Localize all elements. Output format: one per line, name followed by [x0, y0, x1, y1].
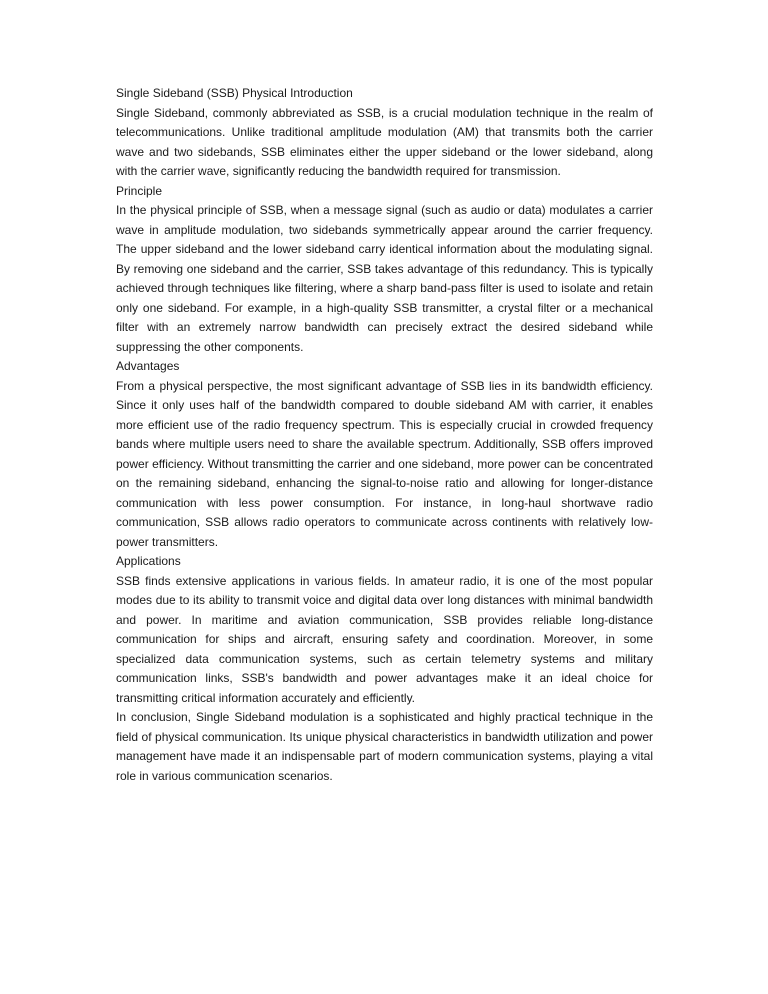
document-title: Single Sideband (SSB) Physical Introduction [116, 86, 353, 100]
intro-paragraph: Single Sideband, commonly abbreviated as SSB, is a crucial modulation technique in the realm of telecommunications. Unlike traditional amplitude modulation (AM) that transmits both the carrier wave and two sidebands, SSB eliminates either the upper sideband or the lower sideband, along with the carrier wave, significantly reducing the bandwidth required for transmission. [116, 105, 653, 178]
section-heading-applications: Applications [116, 554, 181, 568]
section-body-applications: SSB finds extensive applications in various fields. In amateur radio, it is one of the most popular modes due to its ability to transmit voice and digital data over long distances with minimal bandwidth and power. In maritime and aviation communication, SSB provides reliable long-distance communication for ships and aircraft, ensuring safety and coordination. Moreover, in some specialized data communication systems, such as certain telemetry systems and military communication links, SSB's bandwidth and power advantages make it an ideal choice for transmitting critical information accurately and efficiently. [116, 573, 653, 705]
section-body-advantages: From a physical perspective, the most significant advantage of SSB lies in its bandwidth efficiency. Since it only uses half of the bandwidth compared to double sideband AM with carrier, it enables more efficient use of the radio frequency spectrum. This is especially crucial in crowded frequency bands where multiple users need to share the available spectrum. Additionally, SSB offers improved power efficiency. Without transmitting the carrier and one sideband, more power can be concentrated on the remaining sideband, enhancing the signal-to-noise ratio and allowing for longer-distance communication with less power consumption. For instance, in long-haul shortwave radio communication, SSB allows radio operators to communicate across continents with relatively low-power transmitters. [116, 378, 653, 549]
section-heading-advantages: Advantages [116, 359, 180, 373]
document-page [116, 84, 653, 786]
section-heading-principle: Principle [116, 183, 163, 198]
section-body-principle: In the physical principle of SSB, when a message signal (such as audio or data) modulates a carrier wave in amplitude modulation, two sidebands symmetrically appear around the carrier frequency. The upper sideband and the lower sideband carry identical information about the modulating signal. By removing one sideband and the carrier, SSB takes advantage of this redundancy. This is typically achieved through techniques like filtering, where a sharp band-pass filter is used to isolate and retain only one sideband. For example, in a high-quality SSB transmitter, a crystal filter or a mechanical filter with an extremely narrow bandwidth can precisely extract the desired sideband while suppressing the other components. [116, 203, 653, 354]
conclusion-paragraph: In conclusion, Single Sideband modulation is a sophisticated and highly practical technique in the field of physical communication. Its unique physical characteristics in bandwidth utilization and power management have made it an indispensable part of modern communication systems, playing a vital role in various communication scenarios. [116, 710, 653, 783]
